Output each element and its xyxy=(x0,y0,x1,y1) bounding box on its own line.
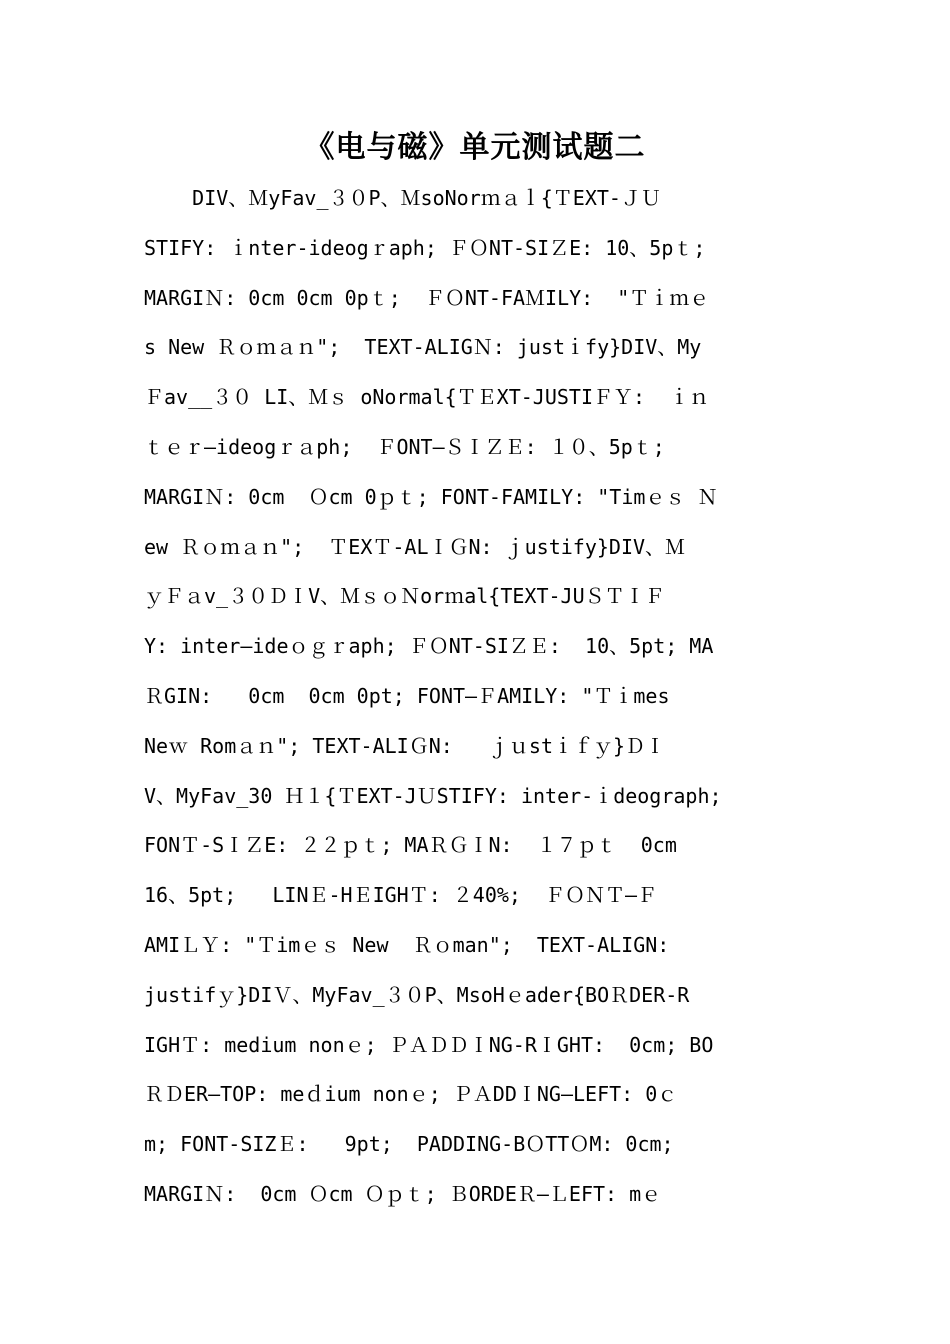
body-line: MARGIＮ: 0cm 0cm 0pｔ; ＦＯNT-FAＭILY: "Ｔｉｍｅ xyxy=(144,285,710,310)
body-line: ew Ｒｏｍａｎ"; ＴEXＴ-ALＩＧN: ｊustify}DIV、Ｍ xyxy=(144,534,686,559)
body-line: ＲＤER—TOP: meｄium nonｅ; ＰＡDDＩNG—LEFT: 0ｃ xyxy=(144,1082,678,1107)
body-line: justifｙ}DIＶ、MyFav_３０P、MsoHｅader{BOＲDER-R xyxy=(144,982,690,1007)
body-line: ｙＦａv_３０ＤＩV、ＭｓｏＮorｍal{TEXT-JUＳＴＩＦ xyxy=(144,584,665,609)
document-body xyxy=(144,174,814,1220)
body-line: Neｗ Romａｎ"; TEXT-ALIＧN: ｊｕstｉｆｙ}ＤＩ xyxy=(144,733,666,758)
body-line: ｔｅｒ—ideogｒａph; ＦONT—ＳＩＺＥ: １０、5pｔ; xyxy=(144,434,665,459)
body-line: ＲGIN: 0cm 0cm 0pt; FONT—ＦAMILY: "Ｔｉmes xyxy=(144,683,670,708)
body-line: Y: inter—ideｏｇｒaph; ＦＯNT-SIＺＥ: 10、5pt; MA xyxy=(144,634,714,659)
body-line: IGHＴ: medium nonｅ; ＰＡＤＤＩNG-RＩGHT: 0cm; BO xyxy=(144,1032,714,1057)
body-line: DIV、ＭyFav_３０P、ＭsoNorｍａｌ{ＴEXT-ＪＵ xyxy=(144,186,661,210)
body-line: STIFY: ｉnter-ideogｒaph; ＦＯNT-SIＺE: 10、5pｔ; xyxy=(144,235,706,260)
body-line: s New Ｒｏｍａｎ"; TEXT-ALIGＮ: justｉfy}DIV、My xyxy=(144,335,702,360)
body-line: Ｆav__３０ LI、Ｍｓ oNormal{ＴＥXT-JUSTIＦＹ: ｉｎ xyxy=(144,385,710,410)
body-line: 16、5pt; LINＥ-HＥIGHＴ: ２40%; ＦＯＮＴ—Ｆ xyxy=(144,883,658,908)
body-line: m; FONT-SIZＥ: 9pt; PADDING-BＯTTＯM: 0cm; xyxy=(144,1132,674,1157)
body-line: V、MyFav_30 Ｈ１{ＴEXT-JＵSTIFY: inter-ｉdeograph; xyxy=(144,783,722,808)
document-title: 《电与磁》单元测试题二 xyxy=(304,130,646,165)
body-line: FONＴ-SＩＺE: ２２ｐｔ; MAＲＧＩN: １７ｐｔ 0cm xyxy=(144,833,677,858)
body-line: MARGIＮ: 0cm Ｏcm Ｏｐｔ; ＢORDEＲ—ＬEFT: mｅ xyxy=(144,1181,662,1206)
body-line: AMIＬＹ: "Ｔimｅｓ New Ｒｏman"; TEXT-ALIGN: xyxy=(144,932,670,957)
body-line: MARGIＮ: 0cm Ｏcm 0ｐｔ; FONT-FAMILY: "Timｅｓ Ｎ xyxy=(144,484,718,509)
